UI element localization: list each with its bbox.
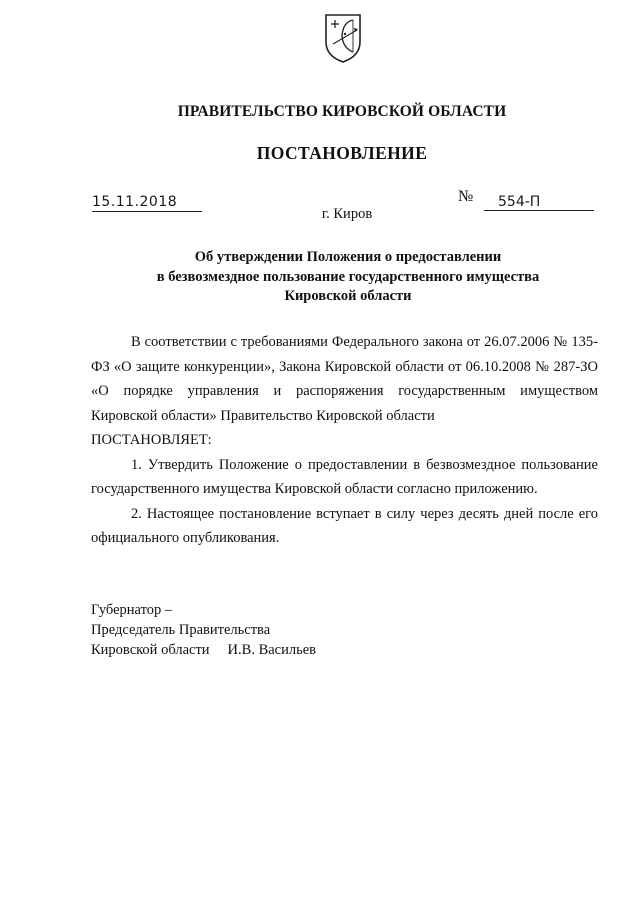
- clause-2: 2. Настоящее постановление вступает в силу через десять дней после его официального опубликования.: [91, 505, 598, 546]
- organization-name: ПРАВИТЕЛЬСТВО КИРОВСКОЙ ОБЛАСТИ: [177, 103, 507, 120]
- signer-title-2: Председатель Правительства: [91, 622, 271, 638]
- signer-title-1: Губернатор –: [91, 602, 173, 618]
- title-line-1: Об утверждении Положения о предоставлении: [194, 249, 502, 265]
- resolve-clause: ПОСТАНОВЛЯЕТ:: [91, 432, 212, 448]
- signer-name: И.В. Васильев: [227, 642, 316, 658]
- document-type: ПОСТАНОВЛЕНИЕ: [256, 143, 428, 163]
- title-line-2: в безвозмездное пользование государственного имущества: [156, 268, 540, 285]
- title-line-3: Кировской области: [284, 288, 412, 304]
- document-title: [28, 248, 640, 307]
- document-number: 554-П: [484, 193, 594, 211]
- kirov-coat-of-arms-icon: [323, 12, 363, 64]
- number-sign: №: [458, 188, 474, 205]
- clause-1: 1. Утвердить Положение о предоставлении в безвозмездное пользование государственного имущества Кировской области согласно приложению.: [91, 456, 598, 497]
- city: г. Киров: [321, 206, 373, 222]
- document-body: [91, 330, 598, 551]
- signer-title-3: Кировской области: [91, 642, 210, 658]
- preamble-paragraph: В соответствии с требованиями Федерального закона от 26.07.2006 № 135-ФЗ «О защите конкуренции», Закона Кировской области от 06.10.2008 № 287-ЗО «О порядке управления и распоряжения государственным имуществом Кировской области» Правительство Кировской области: [91, 334, 598, 424]
- document-date: 15.11.2018: [92, 193, 202, 212]
- signer-title-3-row: [91, 640, 316, 660]
- signature-block: [91, 600, 316, 660]
